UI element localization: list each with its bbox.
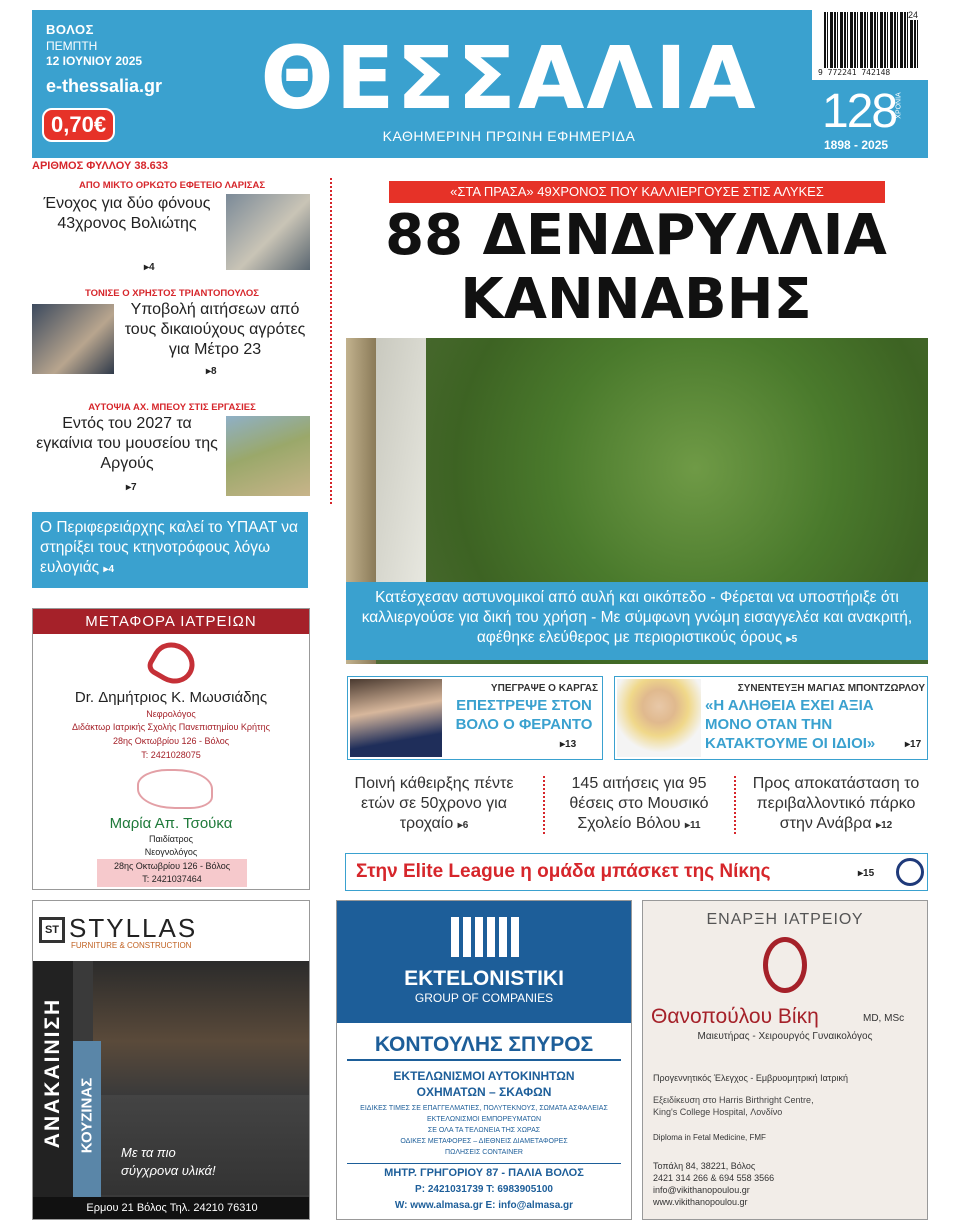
doctor-email: info@vikithanopoulou.gr [653, 1185, 750, 1195]
player-photo [350, 679, 442, 757]
years-range: 1898 - 2025 [824, 138, 889, 152]
styllas-logo-icon: ST [39, 917, 65, 943]
page-ref: ▸5 [786, 634, 798, 646]
slogan-line2: σύγχρονα υλικά! [121, 1163, 216, 1178]
ekt-header [337, 901, 631, 1023]
doctor-line4: Diploma in Fetal Medicine, FMF [653, 1133, 766, 1142]
ad-header: ΜΕΤΑΦΟΡΑ ΙΑΤΡΕΙΩΝ [33, 609, 309, 634]
clinic-transfer-ad[interactable] [32, 608, 310, 890]
doctor-degrees: MD, MSc [863, 1013, 905, 1024]
left-story-1[interactable] [32, 180, 312, 273]
story-title: «Η ΑΛΗΘΕΙΑ ΕΧΕΙ ΑΞΙΑ ΜΟΝΟ ΟΤΑΝ ΤΗΝ ΚΑΤΑΚΤΟΥΜΕ ΟΙ ΙΔΙΟΙ» [705, 697, 876, 752]
vertical-text-2: ΚΟΥΖΙΝΑΣ [78, 1077, 96, 1154]
construction-site-photo [226, 416, 310, 496]
doctor-web: www.vikithanopoulou.gr [653, 1197, 748, 1207]
ekt-web: W: www.almasa.gr E: info@almasa.gr [394, 1200, 574, 1211]
doctor-line3: King's College Hospital, Λονδίνο [653, 1107, 783, 1117]
page-ref: ▸6 [457, 820, 469, 831]
story-kicker: ΑΠΟ ΜΙΚΤΟ ΟΡΚΩΤΟ ΕΦΕΤΕΙΟ ΛΑΡΙΣΑΣ [78, 180, 266, 191]
city: ΒΟΛΟΣ [46, 22, 94, 37]
page-ref: ▸11 [685, 820, 701, 831]
brief-3[interactable] [740, 774, 932, 834]
doctor1-title: Διδάκτωρ Ιατρικής Σχολής Πανεπιστημίου Κρήτης [72, 722, 270, 732]
lead-headline-line1[interactable]: 88 ΔΕΝΔΡΥΛΛΙΑ [385, 203, 887, 268]
page-ref: ▸12 [876, 820, 893, 831]
ekt-brand: EKTELONISTIKI [404, 967, 564, 990]
page-ref: ▸17 [905, 739, 922, 750]
barcode-years [812, 10, 928, 158]
styllas-brand-sub: FURNITURE & CONSTRUCTION [71, 941, 192, 950]
breeders-brief[interactable] [32, 512, 308, 588]
page-ref: ▸13 [560, 739, 577, 750]
page-ref: ▸4 [144, 262, 155, 273]
story-title: Ένοχος για δύο φόνους 43χρονος Βολιώτης [43, 195, 211, 232]
page-ref: ▸15 [858, 868, 875, 879]
ekt-address: ΜΗΤΡ. ΓΡΗΓΟΡΙΟΥ 87 - ΠΑΛΙΑ ΒΟΛΟΣ [384, 1167, 584, 1179]
story-kicker: ΣΥΝΕΝΤΕΥΞΗ ΜΑΓΙΑΣ ΜΠΟΝΤΖΩΡΛΟΥ [737, 683, 925, 694]
thanopoulou-ad[interactable] [642, 900, 928, 1220]
brief-text: Προς αποκατάσταση το περιβαλλοντικό πάρκο στην Ανάβρα [752, 775, 920, 832]
fetus-logo-icon [763, 937, 807, 993]
lead-caption [346, 582, 928, 660]
ekt-service1: ΕΚΤΕΛΩΝΙΣΜΟΙ ΑΥΤΟΚΙΝΗΤΩΝ [393, 1069, 575, 1083]
website-link[interactable]: e-thessalia.gr [46, 76, 163, 96]
caption-text: Κατέσχεσαν αστυνομικοί από αυλή και οικόπεδο - Φέρεται να υποστήριξε ότι καλλιεργούσε για δική του χρήση - Με σύμφωνη γνώμη εισαγγελέα και ανακριτή, αφέθηκε ελεύθερος με περιοριστικούς όρους [361, 589, 913, 647]
page-ref: ▸7 [126, 482, 137, 493]
left-column [32, 178, 332, 504]
left-story-2[interactable] [32, 288, 312, 377]
ekt-line: ΕΙΔΙΚΕΣ ΤΙΜΕΣ ΣΕ ΕΠΑΓΓΕΛΜΑΤΙΕΣ, ΠΟΛΥΤΕΚΝΟΥΣ, ΣΩΜΑΤΑ ΑΣΦΑΛΕΙΑΣ [360, 1105, 608, 1112]
tagline: ΚΑΘΗΜΕΡΙΝΗ ΠΡΩΙΝΗ ΕΦΗΜΕΡΙΔΑ [382, 128, 636, 144]
kidney-logo-icon [144, 635, 202, 692]
brief-divider [543, 776, 545, 834]
years-number: 128 [822, 85, 897, 138]
elite-text: Στην Elite League η ομάδα μπάσκετ της Νίκης [356, 861, 771, 882]
ekt-line: ΕΚΤΕΛΩΝΙΣΜΟΙ ΕΜΠΟΡΕΥΜΑΤΩΝ [426, 1116, 542, 1123]
interviewee-photo [617, 679, 701, 757]
ekt-service2: ΟΧΗΜΑΤΩΝ – ΣΚΑΦΩΝ [416, 1085, 552, 1099]
story-kicker: ΥΠΕΓΡΑΨΕ Ο ΚΑΡΓΑΣ [490, 683, 598, 694]
styllas-footer: Ερμου 21 Βόλος Τηλ. 24210 76310 [33, 1197, 310, 1220]
doctor2-specialty-2: Νεογνολόγος [144, 847, 198, 857]
brief-2[interactable] [550, 774, 728, 834]
doctor2-contact [97, 859, 247, 887]
vertical-banner-2 [73, 1041, 101, 1197]
story-title: Εντός του 2027 τα εγκαίνια του μουσείου της Αργούς [36, 415, 218, 472]
ekt-name: ΚΟΝΤΟΥΛΗΣ ΣΠΥΡΟΣ [347, 1033, 621, 1061]
court-building-photo [226, 194, 310, 270]
brief-text: Ο Περιφερειάρχης καλεί το ΥΠΑΑΤ να στηρίξει τους κτηνοτρόφους λόγω ευλογιάς [40, 519, 298, 577]
ekt-brand-sub: GROUP OF COMPANIES [414, 991, 554, 1005]
doctor-line1: Προγεννητικός Έλεγχος - Εμβρυομητρική Ιατρική [653, 1073, 848, 1083]
officials-photo [32, 304, 114, 374]
page-ref: ▸4 [103, 564, 115, 576]
page-ref: ▸8 [206, 366, 217, 377]
story-kicker: ΤΟΝΙΣΕ Ο ΧΡΗΣΤΟΣ ΤΡΙΑΝΤΟΠΟΥΛΟΣ [85, 288, 259, 299]
baby-logo-icon [137, 769, 213, 809]
styllas-brand: STYLLAS [69, 913, 198, 943]
styllas-ad[interactable] [32, 900, 310, 1220]
brief-divider [734, 776, 736, 834]
doctor1-name: Dr. Δημήτριος Κ. Μωυσιάδης [74, 689, 268, 706]
doctor1-phone: Τ: 2421028075 [141, 750, 201, 760]
ekt-line: ΟΔΙΚΕΣ ΜΕΤΑΦΟΡΕΣ – ΔΙΕΘΝΕΙΣ ΔΙΑΜΕΤΑΦΟΡΕΣ [400, 1138, 568, 1145]
containers-logo-icon [451, 917, 519, 957]
masthead-info [32, 10, 206, 158]
elite-league-story[interactable] [345, 853, 928, 891]
issue-number: ΑΡΙΘΜΟΣ ΦΥΛΛΟΥ 38.633 [32, 160, 168, 172]
left-story-3[interactable] [32, 402, 312, 493]
date: 12 ΙΟΥΝΙΟΥ 2025 [46, 54, 143, 68]
brief-text: 145 αιτήσεις για 95 θέσεις στο Μουσικό Σχολείο Βόλου [569, 775, 709, 832]
story-title: Υποβολή αιτήσεων από τους δικαιούχους αγρότες για Μέτρο 23 [124, 301, 306, 358]
interview-story[interactable] [614, 676, 928, 760]
newspaper-logo: ΘΕΣΣΑΛΙΑ [260, 29, 758, 129]
doctor-name: Θανοπούλου Βίκη [651, 1005, 819, 1028]
ekt-phones: Ρ: 2421031739 Τ: 6983905100 [415, 1184, 553, 1195]
vertical-text-1: ΑΝΑΚΑΙΝΙΣΗ [41, 997, 64, 1149]
story-title: ΕΠΕΣΤΡΕΨΕ ΣΤΟΝ ΒΟΛΟ Ο ΦΕΡΑΝΤΟ [455, 697, 593, 733]
doctor2-phone: Τ: 2421037464 [142, 874, 202, 884]
kitchen-photo [93, 961, 310, 1095]
vertical-banner-1 [33, 961, 73, 1197]
lead-headline-line2[interactable]: ΚΑΝΝΑΒΗΣ [460, 267, 812, 332]
brief-text: Ποινή κάθειρξης πέντε ετών σε 50χρονο για τροχαίο [354, 775, 514, 832]
club-crest-icon [896, 858, 924, 886]
years-panel [812, 80, 928, 158]
brief-1[interactable] [336, 774, 532, 834]
barcode-issue: 24 [908, 10, 919, 20]
photo-post [376, 338, 426, 588]
barcode-number: 9 772241 742148 [818, 68, 891, 77]
ekt-services-list [337, 1103, 631, 1158]
doctor2-name: Μαρία Απ. Τσούκα [109, 815, 233, 832]
doctor-line2: Εξειδίκευση στο Harris Birthright Centre, [653, 1095, 814, 1105]
slogan-line1: Με τα πιο [121, 1145, 176, 1160]
lead-kicker: «ΣΤΑ ΠΡΑΣΑ» 49ΧΡΟΝΟΣ ΠΟΥ ΚΑΛΛΙΕΡΓΟΥΣΕ ΣΤΙΣ ΑΛΥΚΕΣ [389, 181, 885, 203]
ferrando-story[interactable] [347, 676, 603, 760]
years-label: ΧΡΟΝΙΑ [895, 92, 903, 119]
doctor-specialty: Μαιευτήρας - Χειρουργός Γυναικολόγος [697, 1031, 873, 1042]
price-badge: 0,70€ [42, 108, 115, 142]
doctor2-specialty: Παιδίατρος [149, 834, 193, 844]
ekt-line: ΣΕ ΟΛΑ ΤΑ ΤΕΛΩΝΕΙΑ ΤΗΣ ΧΩΡΑΣ [427, 1127, 541, 1134]
doctor1-address: 28ης Οκτωβρίου 126 - Βόλος [112, 736, 230, 746]
barcode [824, 12, 918, 68]
masthead-title-area [206, 10, 812, 158]
doctor-address: Τοπάλη 84, 38221, Βόλος [653, 1161, 756, 1171]
ad-header: ΕΝΑΡΞΗ ΙΑΤΡΕΙΟΥ [706, 911, 864, 928]
ekt-divider [347, 1163, 621, 1164]
doctor1-specialty: Νεφρολόγος [146, 709, 196, 719]
ektelonistiki-ad[interactable] [336, 900, 632, 1220]
story-kicker: ΑΥΤΟΨΙΑ ΑΧ. ΜΠΕΟΥ ΣΤΙΣ ΕΡΓΑΣΙΕΣ [88, 402, 256, 413]
ekt-line: ΠΩΛΗΣΕΙΣ CONTAINER [445, 1149, 523, 1156]
doctor2-address: 28ης Οκτωβρίου 126 - Βόλος [113, 861, 231, 871]
weekday: ΠΕΜΠΤΗ [46, 39, 98, 53]
doctor-phones: 2421 314 266 & 694 558 3566 [653, 1173, 775, 1183]
